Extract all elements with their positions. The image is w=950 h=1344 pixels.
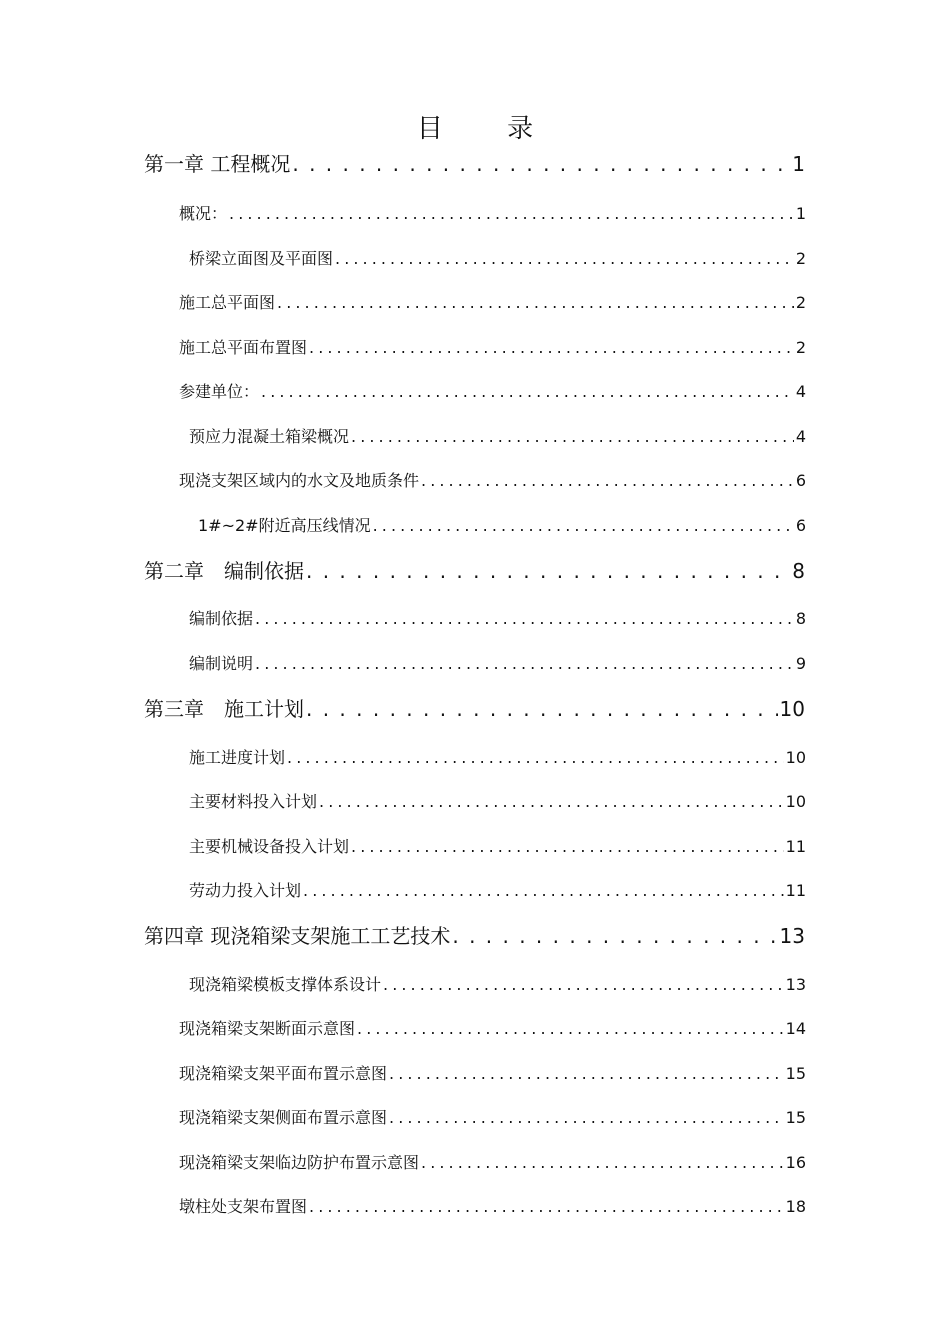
dot-leader [229,204,794,223]
toc-entry[interactable] [189,972,806,995]
toc-entry-label: 主要材料投入计划 [189,792,318,811]
toc-entry-page: 10 [779,697,805,721]
toc-entry-page: 6 [795,471,806,490]
toc-entry-label: 第二章 编制依据 [144,559,304,583]
dot-leader [421,1153,784,1172]
toc-entry-label: 施工总平面图 [179,293,276,312]
toc-entry[interactable] [189,789,806,812]
toc-entry-page: 14 [785,1019,806,1038]
toc-entry-page: 8 [792,559,805,583]
toc-entry-page: 18 [785,1197,806,1216]
dot-leader [303,881,784,900]
toc-entry-label: 现浇箱梁支架侧面布置示意图 [179,1108,388,1127]
dot-leader [287,748,784,767]
toc-entry-chapter-3[interactable] [144,693,805,722]
toc-title: 目 录 [416,114,562,144]
toc-entry-page: 9 [795,654,806,673]
toc-entry-label: 现浇箱梁模板支撑体系设计 [189,975,382,994]
toc-entry-page: 13 [785,975,806,994]
dot-leader [319,792,784,811]
toc-entry[interactable] [189,745,806,768]
dot-leader [306,697,778,721]
toc-entry-page: 16 [785,1153,806,1172]
dot-leader [389,1108,784,1127]
toc-entry[interactable] [179,1016,806,1039]
toc-entry[interactable] [189,651,806,674]
dot-leader [452,924,777,948]
toc-entry-label: 第三章 施工计划 [144,697,304,721]
toc-entry[interactable] [179,1061,806,1084]
toc-entry-label: 1#~2#附近高压线情况 [198,516,371,535]
toc-entry-label: 参建单位： [179,382,260,401]
toc-entry-page: 11 [785,881,806,900]
toc-entry-page: 2 [795,338,806,357]
toc-entry-label: 墩柱处支架布置图 [179,1197,308,1216]
toc-entry-page: 2 [795,249,806,268]
toc-entry-chapter-4[interactable] [144,920,805,949]
dot-leader [389,1064,784,1083]
toc-entry-label: 现浇箱梁支架平面布置示意图 [179,1064,388,1083]
toc-entry[interactable] [189,246,806,269]
toc-entry-label: 概况： [179,204,228,223]
toc-entry-page: 15 [785,1064,806,1083]
toc-entry[interactable] [179,379,806,402]
toc-entry-page: 8 [795,609,806,628]
toc-entry-label: 现浇箱梁支架临边防护布置示意图 [179,1153,420,1172]
dot-leader [255,609,794,628]
toc-entry[interactable] [179,1105,806,1128]
toc-entry-label: 桥梁立面图及平面图 [189,249,334,268]
dot-leader [309,1197,784,1216]
toc-entry-label: 编制依据 [189,609,254,628]
toc-entry[interactable] [179,201,806,224]
dot-leader [277,293,794,312]
toc-entry[interactable] [189,424,806,447]
toc-entry-label: 现浇箱梁支架断面示意图 [179,1019,356,1038]
toc-entry-label: 劳动力投入计划 [189,881,302,900]
toc-entry-page: 1 [792,152,805,176]
toc-entry-label: 预应力混凝土箱梁概况 [189,427,350,446]
toc-entry[interactable] [179,335,806,358]
dot-leader [261,382,794,401]
toc-entry-label: 现浇支架区域内的水文及地质条件 [179,471,420,490]
toc-entry-label: 施工总平面布置图 [179,338,308,357]
toc-entry-label: 施工进度计划 [189,748,286,767]
dot-leader [335,249,794,268]
toc-entry-page: 4 [795,427,806,446]
dot-leader [292,152,790,176]
toc-entry-page: 10 [785,792,806,811]
dot-leader [351,427,794,446]
toc-entry-label: 编制说明 [189,654,254,673]
dot-leader [255,654,794,673]
dot-leader [357,1019,784,1038]
toc-entry-label: 主要机械设备投入计划 [189,837,350,856]
toc-entry-page: 13 [779,924,805,948]
dot-leader [306,559,790,583]
toc-entry-chapter-1[interactable] [144,148,805,177]
toc-entry[interactable] [179,290,806,313]
toc-entry[interactable] [189,878,806,901]
toc-entry-page: 6 [795,516,806,535]
toc-entry-page: 11 [785,837,806,856]
toc-entry-page: 10 [785,748,806,767]
toc-entry-label: 第一章 工程概况 [144,152,291,176]
toc-entry-chapter-2[interactable] [144,555,805,584]
toc-entry[interactable] [198,513,806,536]
toc-entry[interactable] [179,468,806,491]
toc-entry[interactable] [179,1150,806,1173]
toc-entry-page: 15 [785,1108,806,1127]
dot-leader [373,516,794,535]
toc-entry-page: 2 [795,293,806,312]
dot-leader [421,471,794,490]
toc-entry-page: 4 [795,382,806,401]
toc-entry-page: 1 [795,204,806,223]
toc-entry-label: 第四章 现浇箱梁支架施工工艺技术 [144,924,451,948]
toc-entry[interactable] [189,606,806,629]
toc-entry[interactable] [189,834,806,857]
toc-entry[interactable] [179,1194,806,1217]
dot-leader [309,338,794,357]
dot-leader [383,975,784,994]
dot-leader [351,837,784,856]
